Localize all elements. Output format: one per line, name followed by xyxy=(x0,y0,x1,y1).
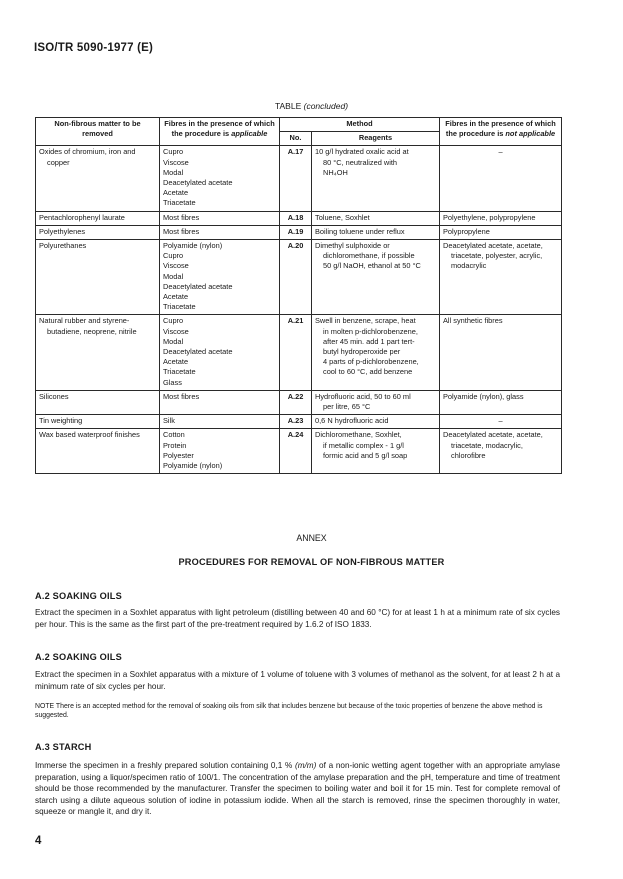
cell-line: if metallic complex - 1 g/l xyxy=(323,440,404,450)
cell-fibres-applicable xyxy=(160,390,280,414)
section-heading: A.3 STARCH xyxy=(35,742,92,752)
cell-method-no: A.24 xyxy=(280,429,312,474)
cell-line: copper xyxy=(47,157,70,167)
cell-line: chlorofibre xyxy=(451,450,486,460)
cell-line: Glass xyxy=(163,377,182,387)
cell-line: 80 °C, neutralized with xyxy=(323,157,398,167)
cell-line: Modal xyxy=(163,271,184,281)
document-id: ISO/TR 5090-1977 (E) xyxy=(34,42,154,54)
cell-line: Cupro xyxy=(163,251,184,261)
cell-line: 50 g/l NaOH, ethanol at 50 °C xyxy=(323,261,421,271)
cell-line: Acetate xyxy=(163,357,189,367)
cell-matter xyxy=(36,240,160,315)
cell-line: Tin weighting xyxy=(39,416,83,426)
cell-line: formic acid and 5 g/l soap xyxy=(323,450,408,460)
cell-line: Toluene, Soxhlet xyxy=(315,212,370,222)
cell-line: All synthetic fibres xyxy=(443,316,503,326)
col-header-matter: Non-fibrous matter to be removed xyxy=(36,118,160,146)
table-row xyxy=(36,146,562,211)
cell-line: Polyethylenes xyxy=(39,226,86,236)
cell-line: Protein xyxy=(163,440,187,450)
section-heading: A.2 SOAKING OILS xyxy=(35,591,122,601)
cell-line: per litre, 65 °C xyxy=(323,402,371,412)
cell-line: after 45 min. add 1 part tert- xyxy=(323,336,415,346)
col-header-method: Method xyxy=(280,118,440,132)
table-row xyxy=(36,211,562,225)
cell-line: – xyxy=(498,147,503,157)
annex-label: ANNEX xyxy=(296,533,327,543)
cell-matter xyxy=(36,146,160,211)
removal-methods-table xyxy=(35,117,562,474)
cell-line: Polyurethanes xyxy=(39,241,87,251)
cell-line: Deacetylated acetate xyxy=(163,281,233,291)
cell-reagents xyxy=(312,315,440,390)
cell-reagents xyxy=(312,415,440,429)
annex-title: PROCEDURES FOR REMOVAL OF NON-FIBROUS MATTER xyxy=(178,557,445,567)
cell-line: Dimethyl sulphoxide or xyxy=(315,241,390,251)
cell-line: in molten p-dichlorobenzene, xyxy=(323,326,418,336)
cell-fibres-applicable xyxy=(160,225,280,239)
cell-line: Silicones xyxy=(39,391,69,401)
cell-matter xyxy=(36,429,160,474)
cell-fibres-not-applicable xyxy=(440,146,562,211)
cell-line: Polyamide (nylon) xyxy=(163,241,223,251)
cell-line: Acetate xyxy=(163,188,189,198)
cell-line: Pentachlorophenyl laurate xyxy=(39,212,125,222)
cell-method-no: A.22 xyxy=(280,390,312,414)
col-header-fibres-applicable: Fibres in the presence of which the procedure is applicable xyxy=(160,118,280,146)
cell-line: Most fibres xyxy=(163,391,200,401)
cell-fibres-applicable xyxy=(160,240,280,315)
cell-line: Polyethylene, polypropylene xyxy=(443,212,536,222)
section-body: Extract the specimen in a Soxhlet apparatus with a mixture of 1 volume of toluene with 3 volumes of methanol as the solvent, for at least 2 h at a minimum rate of six cycles per hour. xyxy=(35,670,560,691)
cell-matter xyxy=(36,415,160,429)
cell-line: NH₄OH xyxy=(323,167,348,177)
cell-line: Dichloromethane, Soxhlet, xyxy=(315,430,402,440)
cell-line: Hydrofluoric acid, 50 to 60 ml xyxy=(315,391,411,401)
cell-fibres-not-applicable xyxy=(440,211,562,225)
cell-line: Polyester xyxy=(163,450,194,460)
cell-line: Viscose xyxy=(163,261,189,271)
table-row xyxy=(36,240,562,315)
cell-line: – xyxy=(498,416,503,426)
cell-line: Deacetylated acetate xyxy=(163,347,233,357)
cell-line: Triacetate xyxy=(163,367,196,377)
cell-line: Most fibres xyxy=(163,226,200,236)
table-row xyxy=(36,429,562,474)
cell-line: Boiling toluene under reflux xyxy=(315,226,405,236)
cell-line: Polyamide (nylon), glass xyxy=(443,391,524,401)
cell-method-no: A.19 xyxy=(280,225,312,239)
table-row xyxy=(36,225,562,239)
cell-line: modacrylic xyxy=(451,261,487,271)
section-body: Immerse the specimen in a freshly prepared solution containing 0,1 % (m/m) of a non-ionic wetting agent together with an appropriate amylase preparation, using a liquor/specimen ratio of 100/1. The concentration of the amylase preparation and the pH, temperature and time of treatment should be those recommended by the manufacturer. Transfer the specimen to boiling water and boil it for 15 min. Test for complete removal of starch using a dilute aqueous solution of iodine in potassium iodide. When all the starch is removed, rinse the specimen thoroughly in water, squeeze or mangle it, and dry it. xyxy=(35,761,561,816)
cell-line: Polyamide (nylon) xyxy=(163,461,223,471)
cell-line: Wax based waterproof finishes xyxy=(39,430,140,440)
section-body: Extract the specimen in a Soxhlet apparatus with light petroleum (distilling between 40 and 60 °C) for at least 1 h at a minimum rate of six cycles per hour. This is the same as the first part of the pre-treatment required by 1.6.2 of ISO 1833. xyxy=(35,608,560,629)
cell-reagents xyxy=(312,390,440,414)
cell-line: Viscose xyxy=(163,157,189,167)
cell-method-no: A.18 xyxy=(280,211,312,225)
cell-matter xyxy=(36,211,160,225)
cell-reagents xyxy=(312,429,440,474)
cell-line: Oxides of chromium, iron and xyxy=(39,147,136,157)
cell-line: Acetate xyxy=(163,292,189,302)
cell-line: Deacetylated acetate, acetate, xyxy=(443,430,543,440)
cell-fibres-not-applicable xyxy=(440,390,562,414)
cell-line: Natural rubber and styrene- xyxy=(39,316,130,326)
cell-method-no: A.21 xyxy=(280,315,312,390)
cell-line: Viscose xyxy=(163,326,189,336)
cell-method-no: A.17 xyxy=(280,146,312,211)
cell-line: triacetate, polyester, acrylic, xyxy=(451,251,543,261)
cell-line: butyl hydroperoxide per xyxy=(323,347,401,357)
cell-line: Deacetylated acetate, acetate, xyxy=(443,241,543,251)
cell-line: Polypropylene xyxy=(443,226,490,236)
cell-reagents xyxy=(312,240,440,315)
cell-line: Cupro xyxy=(163,316,184,326)
cell-line: butadiene, neoprene, nitrile xyxy=(47,326,137,336)
cell-fibres-applicable xyxy=(160,211,280,225)
table-row xyxy=(36,415,562,429)
page-number: 4 xyxy=(35,835,42,847)
cell-method-no: A.23 xyxy=(280,415,312,429)
cell-line: Triacetate xyxy=(163,302,196,312)
cell-fibres-applicable xyxy=(160,315,280,390)
cell-line: 10 g/l hydrated oxalic acid at xyxy=(315,147,409,157)
note-text: NOTE There is an accepted method for the removal of soaking oils from silk that includes benzene but because of the toxic properties of benzene the above method is suggested. xyxy=(35,703,543,719)
cell-fibres-not-applicable xyxy=(440,429,562,474)
cell-line: Triacetate xyxy=(163,198,196,208)
table-row xyxy=(36,315,562,390)
cell-line: 0,6 N hydrofluoric acid xyxy=(315,416,389,426)
cell-line: triacetate, modacrylic, xyxy=(451,440,523,450)
cell-fibres-applicable xyxy=(160,146,280,211)
cell-fibres-not-applicable xyxy=(440,240,562,315)
cell-matter xyxy=(36,315,160,390)
cell-method-no: A.20 xyxy=(280,240,312,315)
col-header-reagents: Reagents xyxy=(312,132,440,146)
cell-line: 4 parts of p-dichlorobenzene, xyxy=(323,357,419,367)
col-header-no: No. xyxy=(280,132,312,146)
cell-fibres-applicable xyxy=(160,429,280,474)
cell-matter xyxy=(36,225,160,239)
cell-line: Cotton xyxy=(163,430,185,440)
cell-line: Silk xyxy=(163,416,175,426)
cell-matter xyxy=(36,390,160,414)
cell-line: Deacetylated acetate xyxy=(163,178,233,188)
cell-fibres-not-applicable xyxy=(440,225,562,239)
cell-line: Cupro xyxy=(163,147,184,157)
section-heading: A.2 SOAKING OILS xyxy=(35,652,122,662)
cell-line: cool to 60 °C, add benzene xyxy=(323,367,413,377)
cell-line: Modal xyxy=(163,336,184,346)
table-caption: TABLE (concluded) xyxy=(274,101,349,111)
cell-fibres-not-applicable xyxy=(440,415,562,429)
cell-line: Modal xyxy=(163,167,184,177)
table-row xyxy=(36,390,562,414)
cell-line: Swell in benzene, scrape, heat xyxy=(315,316,416,326)
col-header-fibres-not-applicable: Fibres in the presence of which the procedure is not applicable xyxy=(440,118,562,146)
cell-line: dichloromethane, if possible xyxy=(323,251,415,261)
cell-fibres-applicable xyxy=(160,415,280,429)
cell-fibres-not-applicable xyxy=(440,315,562,390)
cell-line: Most fibres xyxy=(163,212,200,222)
cell-reagents xyxy=(312,211,440,225)
cell-reagents xyxy=(312,146,440,211)
cell-reagents xyxy=(312,225,440,239)
